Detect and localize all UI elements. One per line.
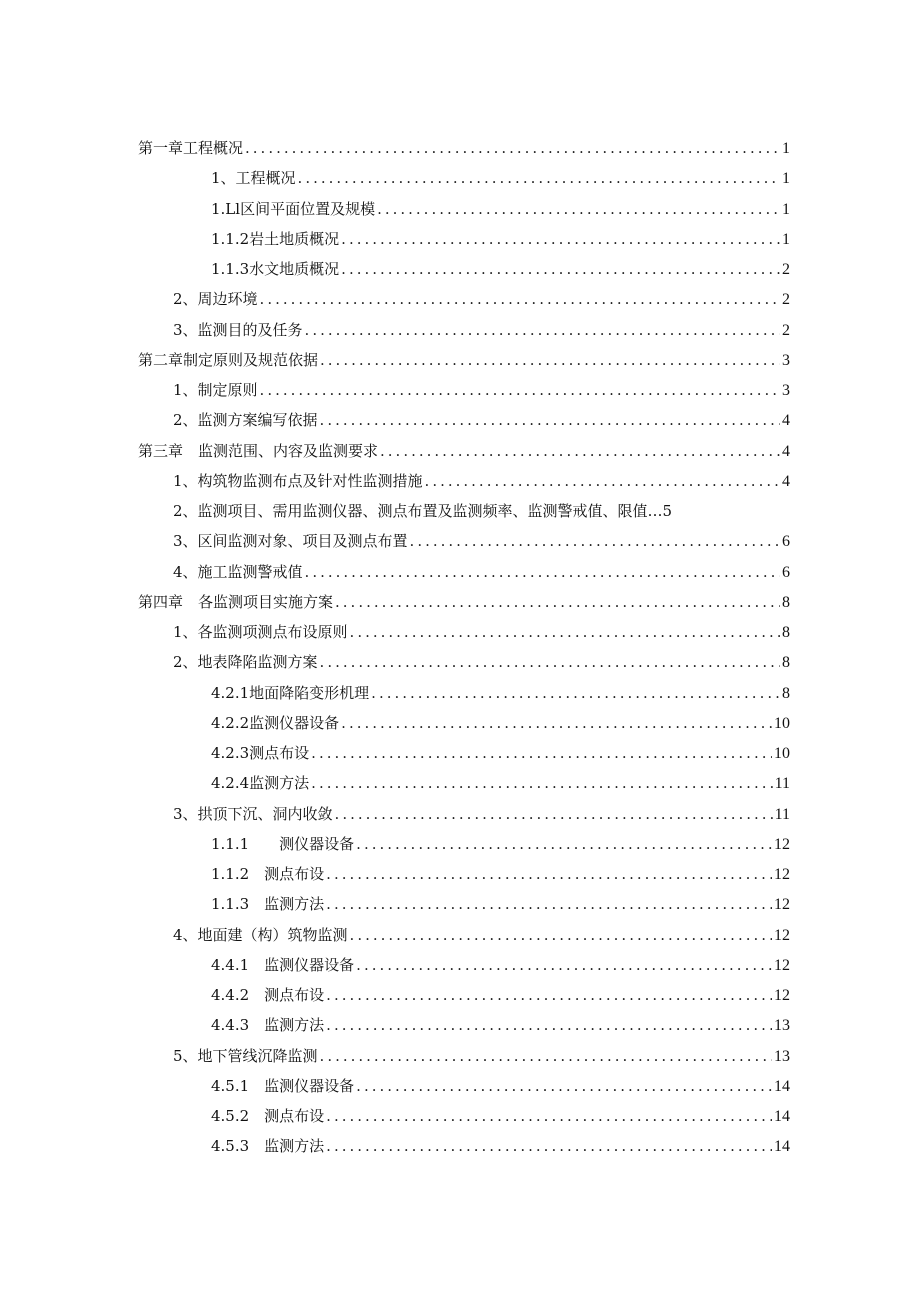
toc-entry-title: 1.1.1 测仪器设备 xyxy=(211,834,355,853)
toc-entry-page-number: 2 xyxy=(782,291,790,309)
toc-entry-title: 1、各监测项测点布设原则 xyxy=(173,623,348,641)
toc-entry[interactable] xyxy=(138,194,790,224)
toc-entry-page-number: 1 xyxy=(782,230,790,248)
dot-leader xyxy=(356,829,772,859)
toc-entry-title: 4.4.3 监测方法 xyxy=(211,1016,325,1035)
dot-leader xyxy=(298,163,780,193)
toc-entry-title: 2、周边环境 xyxy=(173,290,258,309)
toc-entry-page-number: 14 xyxy=(774,1138,790,1156)
toc-entry[interactable] xyxy=(138,405,790,435)
toc-entry-page-number: 8 xyxy=(782,654,790,672)
table-of-contents xyxy=(138,133,790,1162)
toc-entry[interactable] xyxy=(138,526,790,556)
toc-entry[interactable] xyxy=(138,738,790,768)
toc-entry-title: 1.1.3 监测方法 xyxy=(211,895,325,914)
dot-leader xyxy=(425,466,780,496)
toc-entry[interactable] xyxy=(138,1041,790,1071)
toc-entry-title: 4.5.1 监测仪器设备 xyxy=(211,1076,355,1095)
toc-entry-page-number: 8 xyxy=(782,684,790,702)
dot-leader xyxy=(371,678,780,708)
toc-entry-page-number: 12 xyxy=(774,866,790,883)
toc-entry-title: 1、构筑物监测布点及针对性监测措施 xyxy=(173,471,423,490)
toc-entry-page-number: 12 xyxy=(774,835,790,853)
dot-leader xyxy=(326,1131,772,1161)
dot-leader xyxy=(260,284,780,314)
toc-entry-title: 第三章 监测范围、内容及监测要求 xyxy=(138,441,379,460)
toc-entry-title: 第四章 各监测项目实施方案 xyxy=(138,592,334,611)
toc-entry[interactable] xyxy=(138,950,790,980)
toc-entry-page-number: 2 xyxy=(782,261,790,278)
toc-entry-page-number: 3 xyxy=(782,351,790,369)
dot-leader xyxy=(326,859,772,889)
dot-leader xyxy=(326,889,772,919)
toc-entry-title: 2、监测项目、需用监测仪器、测点布置及监测频率、监测警戒值、限值…5 xyxy=(173,502,673,520)
toc-entry-title: 4.2.2监测仪器设备 xyxy=(211,713,340,732)
dot-leader xyxy=(410,526,780,556)
toc-entry-page-number: 4 xyxy=(782,472,790,490)
dot-leader xyxy=(377,194,780,224)
toc-entry[interactable] xyxy=(138,1071,790,1101)
dot-leader xyxy=(335,587,780,617)
toc-entry-title: 3、拱顶下沉、洞内收敛 xyxy=(173,804,333,823)
toc-entry-title: 5、地下管线沉降监测 xyxy=(173,1046,318,1065)
toc-entry[interactable] xyxy=(138,163,790,193)
toc-entry[interactable] xyxy=(138,345,790,375)
toc-entry-page-number: 6 xyxy=(782,533,790,551)
dot-leader xyxy=(320,647,780,677)
toc-entry-title: 4、施工监测警戒值 xyxy=(173,562,303,581)
toc-entry-page-number: 12 xyxy=(774,896,790,914)
toc-entry[interactable] xyxy=(138,678,790,708)
toc-entry[interactable] xyxy=(138,224,790,254)
toc-entry[interactable] xyxy=(138,496,790,526)
toc-entry[interactable] xyxy=(138,557,790,587)
toc-entry[interactable] xyxy=(138,980,790,1010)
dot-leader xyxy=(320,405,780,435)
toc-entry[interactable] xyxy=(138,587,790,617)
toc-entry-page-number: 14 xyxy=(774,1108,790,1125)
dot-leader xyxy=(305,315,780,345)
dot-leader xyxy=(350,920,772,950)
dot-leader xyxy=(320,345,780,375)
toc-entry-title: 1.1.2岩土地质概况 xyxy=(211,229,340,248)
dot-leader xyxy=(326,1010,772,1040)
toc-entry-title: 4.5.2 测点布设 xyxy=(211,1107,325,1125)
toc-entry-title: 4.4.2 测点布设 xyxy=(211,986,325,1004)
toc-entry-page-number: 1 xyxy=(782,200,790,218)
dot-leader xyxy=(341,254,780,284)
toc-entry[interactable] xyxy=(138,647,790,677)
dot-leader xyxy=(245,133,780,163)
toc-entry[interactable] xyxy=(138,708,790,738)
toc-entry[interactable] xyxy=(138,768,790,798)
toc-entry[interactable] xyxy=(138,315,790,345)
toc-entry-page-number: 11 xyxy=(774,775,790,793)
toc-entry-title: 4.5.3 监测方法 xyxy=(211,1137,325,1156)
toc-entry-page-number: 11 xyxy=(774,805,790,823)
toc-entry-page-number: 4 xyxy=(782,442,790,460)
toc-entry-title: 1、工程概况 xyxy=(211,169,296,188)
toc-entry-page-number: 2 xyxy=(782,321,790,339)
dot-leader xyxy=(326,980,772,1010)
toc-entry-title: 2、地表降陷监测方案 xyxy=(173,653,318,672)
toc-entry-page-number: 3 xyxy=(782,382,790,399)
toc-entry-title: 1.1.3水文地质概况 xyxy=(211,260,340,278)
toc-entry[interactable] xyxy=(138,859,790,889)
toc-entry-page-number: 10 xyxy=(774,745,790,762)
toc-entry[interactable] xyxy=(138,133,790,163)
toc-entry-title: 4.2.3测点布设 xyxy=(211,744,310,762)
toc-entry-page-number: 8 xyxy=(782,624,790,641)
dot-leader xyxy=(335,799,773,829)
dot-leader xyxy=(305,557,780,587)
dot-leader xyxy=(260,375,780,405)
toc-entry-page-number: 4 xyxy=(782,412,790,430)
toc-entry-page-number: 12 xyxy=(774,956,790,974)
toc-entry-title: 1.1.2 测点布设 xyxy=(211,865,325,883)
toc-entry-title: 4、地面建（构）筑物监测 xyxy=(173,925,348,944)
toc-entry[interactable] xyxy=(138,799,790,829)
toc-entry[interactable] xyxy=(138,829,790,859)
toc-entry-page-number: 1 xyxy=(782,170,790,188)
toc-entry[interactable] xyxy=(138,889,790,919)
dot-leader xyxy=(341,224,780,254)
toc-entry-page-number: 6 xyxy=(782,563,790,581)
toc-entry-title: 4.4.1 监测仪器设备 xyxy=(211,955,355,974)
toc-entry-title: 4.2.4监测方法 xyxy=(211,774,310,793)
toc-entry-title: 2、监测方案编写依据 xyxy=(173,411,318,430)
dot-leader xyxy=(320,1041,772,1071)
toc-entry[interactable] xyxy=(138,466,790,496)
dot-leader xyxy=(341,708,772,738)
toc-entry-page-number: 12 xyxy=(774,987,790,1004)
toc-entry[interactable] xyxy=(138,284,790,314)
toc-entry-title: 3、区间监测对象、项目及测点布置 xyxy=(173,532,408,551)
toc-entry-page-number: 1 xyxy=(782,140,790,157)
toc-entry-page-number: 13 xyxy=(774,1047,790,1065)
dot-leader xyxy=(356,1071,772,1101)
toc-entry-page-number: 14 xyxy=(774,1077,790,1095)
toc-entry[interactable] xyxy=(138,617,790,647)
dot-leader xyxy=(380,436,780,466)
dot-leader xyxy=(311,768,772,798)
toc-entry[interactable] xyxy=(138,254,790,284)
toc-entry-page-number: 10 xyxy=(774,714,790,732)
toc-entry-title: 4.2.1地面降陷变形机理 xyxy=(211,683,370,702)
toc-entry-title: 1.Ll区间平面位置及规模 xyxy=(211,199,376,218)
toc-entry[interactable] xyxy=(138,436,790,466)
toc-entry[interactable] xyxy=(138,1010,790,1040)
toc-entry-title: 第一章工程概况 xyxy=(138,139,244,157)
dot-leader xyxy=(356,950,772,980)
toc-entry[interactable] xyxy=(138,920,790,950)
toc-entry[interactable] xyxy=(138,1131,790,1161)
dot-leader xyxy=(350,617,780,647)
dot-leader xyxy=(311,738,772,768)
toc-entry-title: 3、监测目的及任务 xyxy=(173,320,303,339)
toc-entry[interactable] xyxy=(138,375,790,405)
toc-entry-title: 第二章制定原则及规范依据 xyxy=(138,350,319,369)
toc-entry-page-number: 8 xyxy=(782,593,790,611)
toc-entry-page-number: 12 xyxy=(774,926,790,944)
dot-leader xyxy=(326,1101,772,1131)
toc-entry[interactable] xyxy=(138,1101,790,1131)
toc-entry-title: 1、制定原则 xyxy=(173,381,258,399)
toc-entry-page-number: 13 xyxy=(774,1017,790,1035)
